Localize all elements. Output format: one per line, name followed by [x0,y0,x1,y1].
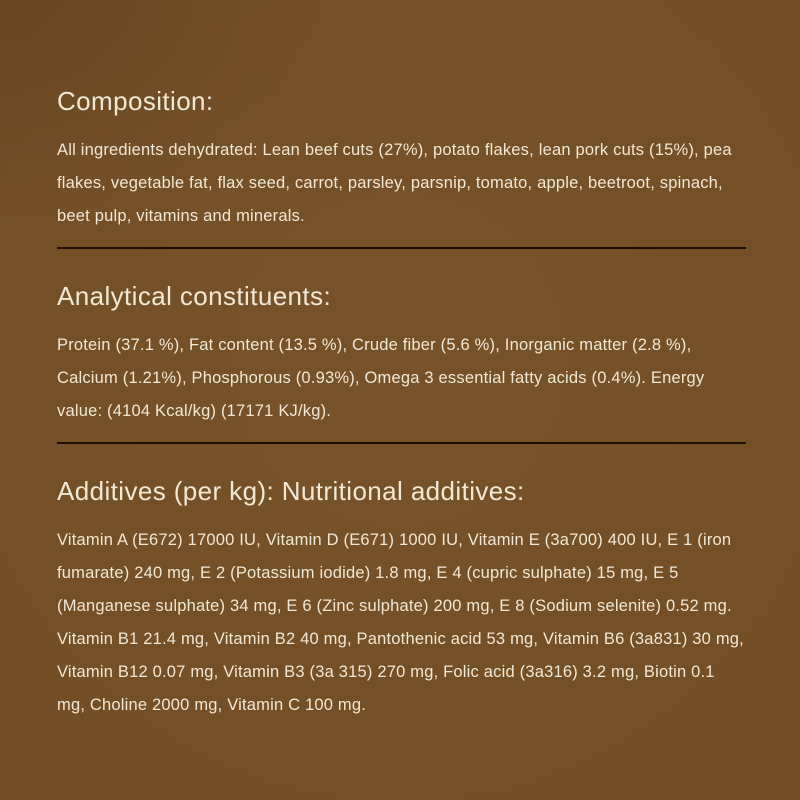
section-analytical-constituents [57,281,746,428]
section-additives [57,476,746,722]
section-composition [57,86,746,233]
additives-body: Vitamin A (E672) 17000 IU, Vitamin D (E671) 1000 IU, Vitamin E (3a700) 400 IU, E 1 (iron fumarate) 240 mg, E 2 (Potassium iodide) 1.8 mg, E 4 (cupric sulphate) 15 mg, E 5 (Manganese sulphate) 34 mg, E 6 (Zinc sulphate) 200 mg, E 8 (Sodium selenite) 0.52 mg. Vitamin B1 21.4 mg, Vitamin B2 40 mg, Pantothenic acid 53 mg, Vitamin B6 (3a831) 30 mg, Vitamin B12 0.07 mg, Vitamin B3 (3a 315) 270 mg, Folic acid (3a316) 3.2 mg, Biotin 0.1 mg, Choline 2000 mg, Vitamin C 100 mg. [57,531,744,714]
additives-heading: Additives (per kg): Nutritional additives: [57,476,525,506]
section-divider [57,442,746,444]
composition-body: All ingredients dehydrated: Lean beef cuts (27%), potato flakes, lean pork cuts (15%), pea flakes, vegetable fat, flax seed, carrot, parsley, parsnip, tomato, apple, beetroot, spinach, beet pulp, vitamins and minerals. [57,141,732,225]
analytical-constituents-heading: Analytical constituents: [57,281,332,311]
section-divider [57,247,746,249]
composition-heading: Composition: [57,86,214,116]
analytical-constituents-body: Protein (37.1 %), Fat content (13.5 %), Crude fiber (5.6 %), Inorganic matter (2.8 %), Calcium (1.21%), Phosphorous (0.93%), Omega 3 essential fatty acids (0.4%). Energy value: (4104 Kcal/kg) (17171 KJ/kg). [57,336,705,420]
